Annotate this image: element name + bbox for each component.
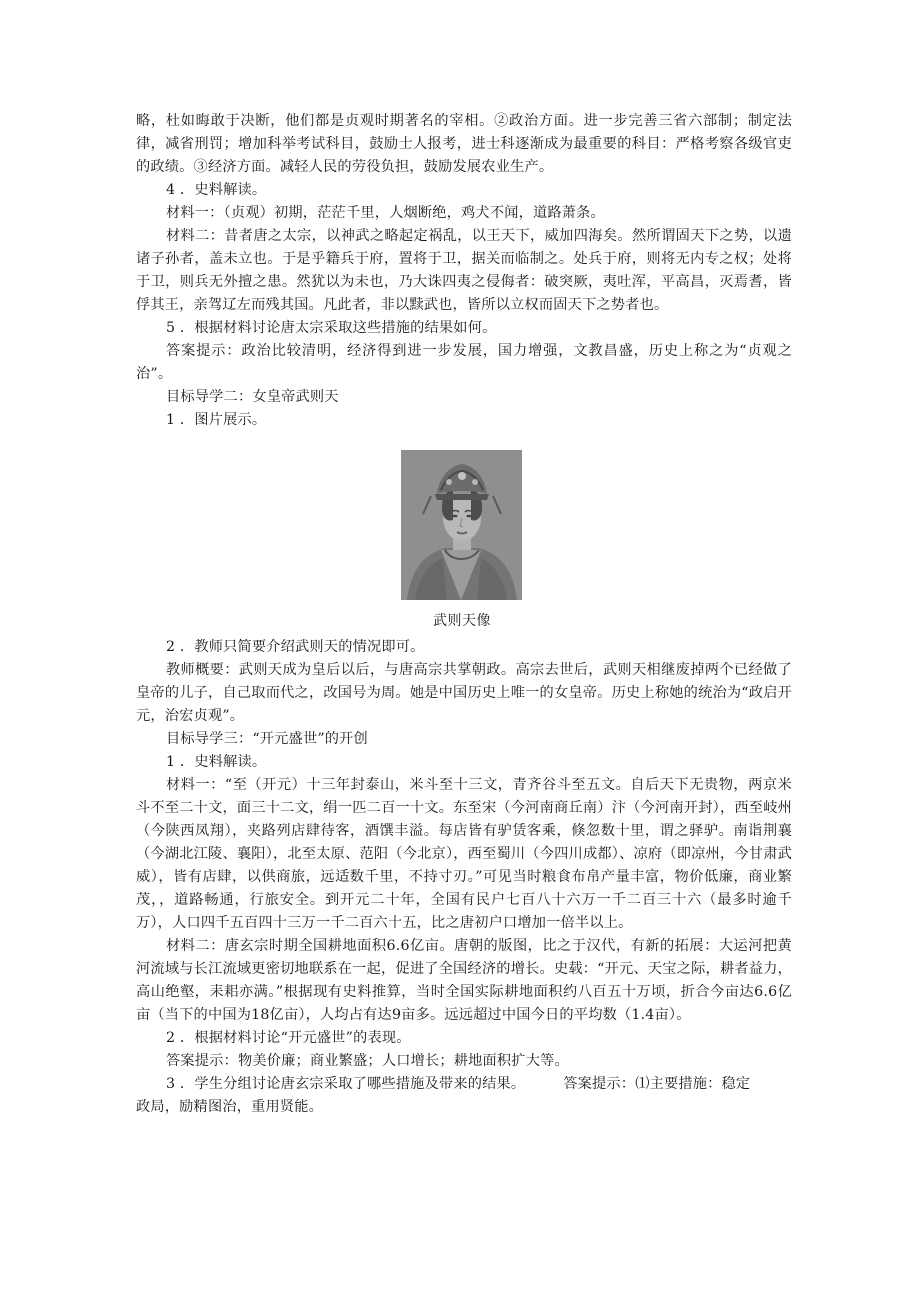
material-one-zhenguan: 材料一：（贞观）初期，茫茫千里，人烟断绝，鸡犬不闻，道路萧条。 [166, 205, 605, 221]
answer-hint-measures-continued: 政局，励精图治，重用贤能。 [136, 1099, 324, 1115]
wu-zetian-portrait [401, 450, 522, 600]
material-two-taizong: 材料二：昔者唐之太宗，以神武之略起定祸乱，以王天下，威加四海矣。然所谓固天下之势，以遗诸子孙者，盖未立也。于是乎籍兵于府，置将于卫，据关而临制之。处兵于府，则将无内专之权；处将于卫，则兵无外擅之患。然犹以为未也，乃大诛四夷之侵侮者：破突厥，夷吐浑，平高昌，灭焉耆，皆俘其王，亲驾辽左而残其国。凡此者，非以黩武也，皆所以立权而固天下之势者也。 [136, 228, 792, 313]
question-3-text: 3 ．学生分组讨论唐玄宗采取了哪些措施及带来的结果。 [166, 1076, 526, 1092]
teacher-summary: 教师概要：武则天成为皇后以后，与唐高宗共掌朝政。高宗去世后，武则天相继废掉两个已经做了皇帝的儿子，自己取而代之，改国号为周。她是中国历史上唯一的女皇帝。历史上称她的统治为“政启开元，治宏贞观”。 [136, 662, 792, 724]
material-two-kaiyuan: 材料二：唐玄宗时期全国耕地面积6.6亿亩。唐朝的版图，比之于汉代，有新的拓展：大运河把黄河流域与长江流域更密切地联系在一起，促进了全国经济的增长。史载：“开元、天宝之际，耕者益力，高山绝壑，耒耜亦满。”根据现有史料推算，当时全国实际耕地面积约八百五十万顷，折合今亩达6.6亿亩（当下的中国为18亿亩），人均占有达9亩多。远远超过中国今日的平均数（1.4亩）。 [136, 938, 792, 1023]
answer-hint-kaiyuan: 答案提示：物美价廉；商业繁盛；人口增长；耕地面积扩大等。 [166, 1053, 569, 1069]
figure-caption: 武则天像 [433, 613, 491, 629]
document-page [136, 110, 792, 1119]
section-heading-wu-zetian: 目标导学二：女皇帝武则天 [166, 389, 339, 405]
item-image-display: 1 ．图片展示。 [166, 412, 267, 428]
heading-source-reading-4: 4 ．史料解读。 [166, 182, 267, 198]
heading-source-reading-1: 1 ．史料解读。 [166, 754, 267, 770]
figure-wu-zetian [136, 450, 792, 636]
question-2-kaiyuan: 2 ．根据材料讨论“开元盛世”的表现。 [166, 1030, 411, 1046]
question-5: 5 ．根据材料讨论唐太宗采取这些措施的结果如何。 [166, 320, 497, 336]
answer-hint-measures: 答案提示：⑴主要措施：稳定 [563, 1076, 751, 1092]
item-teacher-intro: 2 ．教师只简要介绍武则天的情况即可。 [166, 639, 425, 655]
question-3-group-discussion [136, 1073, 792, 1096]
material-one-kaiyuan: 材料一：“至（开元）十三年封泰山，米斗至十三文，青齐谷斗至五文。自后天下无贵物，两京米斗不至二十文，面三十二文，绢一匹二百一十文。东至宋（今河南商丘南）汴（今河南开封），西至岐州（今陕西凤翔），夹路列店肆待客，酒馔丰溢。每店皆有驴赁客乘，倏忽数十里，谓之驿驴。南诣荆襄（今湖北江陵、襄阳），北至太原、范阳（今北京），西至蜀川（今四川成都）、凉府（即凉州，今甘肃武威），皆有店肆，以供商旅，远适数千里，不持寸刃。”可见当时粮食布帛产量丰富，物价低廉，商业繁茂，，道路畅通，行旅安全。到开元二十年，全国有民户七百八十六万一千二百三十六（最多时逾千万），人口四千五百四十三万一千二百六十五，比之唐初户口增加一倍半以上。 [136, 777, 792, 931]
section-heading-kaiyuan: 目标导学三：“开元盛世”的开创 [166, 731, 368, 747]
answer-hint-zhenguan: 答案提示：政治比较清明，经济得到进一步发展，国力增强，文教昌盛，历史上称之为“贞观之治”。 [136, 343, 792, 382]
paragraph-tang-taizong-measures: 略，杜如晦敢于决断，他们都是贞观时期著名的宰相。②政治方面。进一步完善三省六部制；制定法律，减省刑罚；增加科举考试科目，鼓励士人报考，进士科逐渐成为最重要的科目：严格考察各级官吏的政绩。③经济方面。减轻人民的劳役负担，鼓励发展农业生产。 [136, 113, 792, 175]
